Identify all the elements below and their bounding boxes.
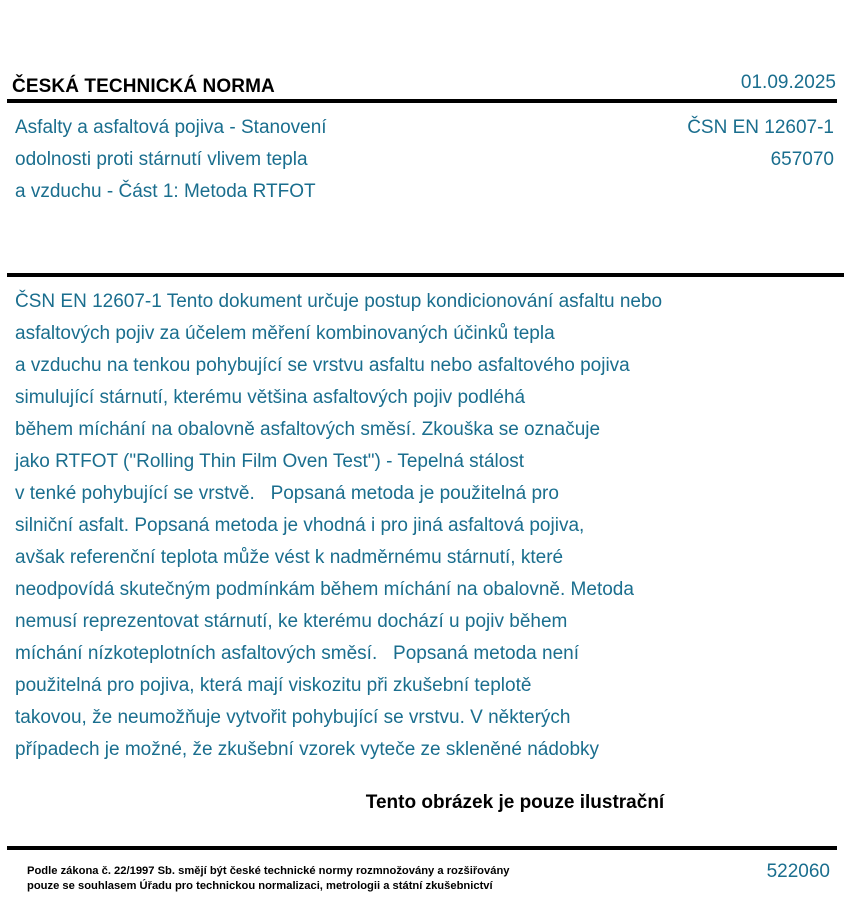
abstract-line: případech je možné, že zkušební vzorek vyteče ze skleněné nádobky [15, 739, 600, 760]
publication-date: 01.09.2025 [740, 72, 836, 93]
document-type-heading: ČESKÁ TECHNICKÁ NORMA [12, 76, 275, 97]
abstract-line: a vzduchu na tenkou pohybující se vrstvu asfaltu nebo asfaltového pojiva [15, 355, 630, 376]
standard-title-line-3: a vzduchu - Část 1: Metoda RTFOT [15, 181, 316, 202]
copyright-line: Podle zákona č. 22/1997 Sb. smějí být české technické normy rozmnožovány a rozšiřovány [27, 865, 510, 877]
document-number: 522060 [766, 861, 830, 882]
title-divider [7, 273, 844, 277]
abstract-line: během míchání na obalovně asfaltových směsí. Zkouška se označuje [15, 419, 601, 440]
abstract-line: silniční asfalt. Popsaná metoda je vhodná i pro jiná asfaltová pojiva, [15, 515, 585, 536]
illustration-notice: Tento obrázek je pouze ilustrační [365, 792, 665, 813]
footer-divider [7, 846, 837, 850]
abstract-line: avšak referenční teplota může vést k nadměrnému stárnutí, které [15, 547, 564, 568]
abstract-line: jako RTFOT ("Rolling Thin Film Oven Test") - Tepelná stálost [15, 451, 525, 472]
abstract-line: takovou, že neumožňuje vytvořit pohybující se vrstvu. V některých [15, 707, 571, 728]
abstract-line: simulující stárnutí, kterému většina asfaltových pojiv podléhá [15, 387, 526, 408]
abstract-line: ČSN EN 12607-1 Tento dokument určuje postup kondicionování asfaltu nebo [15, 291, 663, 312]
abstract-line: míchání nízkoteplotních asfaltových směsí. Popsaná metoda není [15, 643, 579, 664]
copyright-line: pouze se souhlasem Úřadu pro technickou normalizaci, metrologii a státní zkušebnictví [27, 880, 493, 892]
standard-code: ČSN EN 12607-1 [687, 117, 834, 138]
standard-title-line-2: odolnosti proti stárnutí vlivem tepla [15, 149, 308, 170]
abstract-text [15, 286, 815, 766]
standard-title-line-1: Asfalty a asfaltová pojiva - Stanovení [15, 117, 327, 138]
abstract-line: použitelná pro pojiva, která mají viskozitu při zkušební teplotě [15, 675, 532, 696]
header-divider [7, 99, 837, 103]
abstract-line: nemusí reprezentovat stárnutí, ke kterému dochází u pojiv během [15, 611, 568, 632]
abstract-line: neodpovídá skutečným podmínkám během míchání na obalovně. Metoda [15, 579, 634, 600]
abstract-line: v tenké pohybující se vrstvě. Popsaná metoda je použitelná pro [15, 483, 559, 504]
classification-number: 657070 [770, 149, 834, 170]
copyright-notice [27, 864, 510, 894]
abstract-line: asfaltových pojiv za účelem měření kombinovaných účinků tepla [15, 323, 555, 344]
